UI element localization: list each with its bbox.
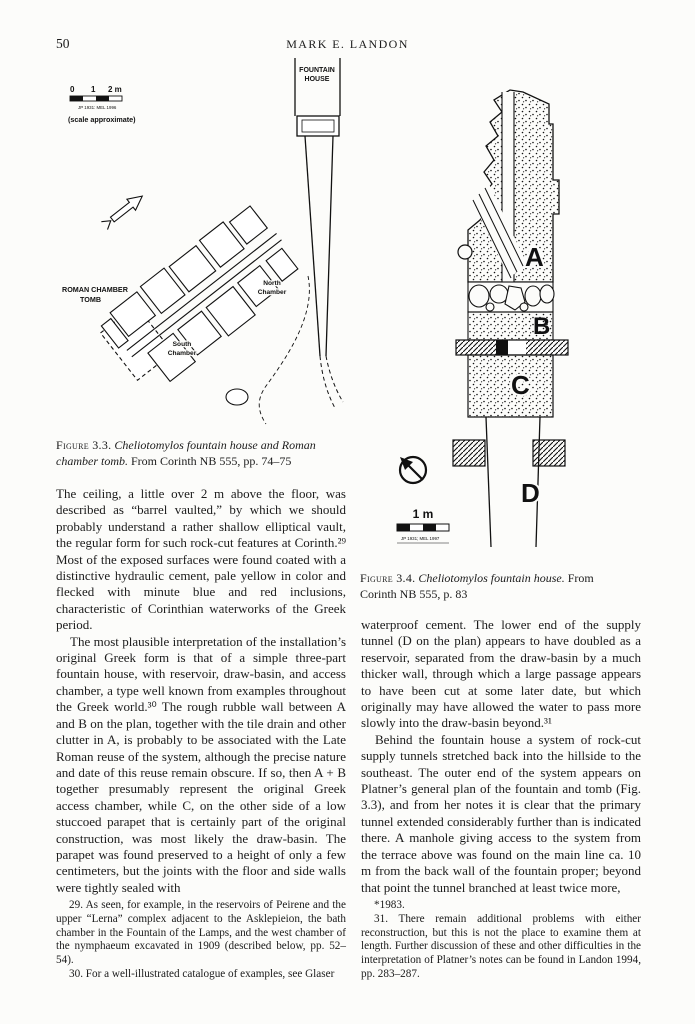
paragraph: waterproof cement. The lower end of the supply tunnel (D on the plan) appears to have doubled as a reservoir, separated from the draw-basin by a much thicker wall, through which a large passage appears to have been cut at some later date, but which originally may have allowed the water to pass more slowly into the draw-basin beyond.³¹ [361, 617, 641, 731]
parapet-band [456, 340, 568, 355]
scale-tick-2: 2 m [108, 85, 122, 94]
figure-3-4-section [353, 82, 645, 560]
hatched-block-right [533, 440, 565, 466]
caption-source: From Corinth NB 555, p. 83 [360, 571, 594, 601]
section-b-strip [468, 312, 553, 340]
roman-chamber-tomb-label: ROMAN CHAMBER [62, 285, 128, 294]
footnotes-right [361, 899, 641, 982]
label-c: C [511, 370, 530, 400]
running-head: MARK E. LANDON [286, 37, 409, 51]
figure-3-3-caption [56, 437, 348, 469]
page-number: 50 [56, 36, 70, 51]
footnote: 29. As seen, for example, in the reservoirs of Peirene and the upper “Lerna” complex adjacent to the Asklepieion, the bath chamber in the Fountain of the Lamps, and the west chamber of the nymphaeum excavated in 1909 (described below, pp. 52–54). [56, 899, 346, 967]
paragraph: The ceiling, a little over 2 m above the floor, was described as “barrel vaulted,” by which we should probably understand a rather shallow elliptical vault, the regular form for such rock-cut features at Corinth.²⁹ Most of the exposed surfaces were found coated with a distinctive hydraulic cement, pale yellow in color and flecked with minute blue and red inclusions, characteristic of Corinthian waterworks of the Greek period. [56, 486, 346, 633]
fig34-scale-label: 1 m [412, 507, 434, 521]
label-d: D [521, 478, 540, 508]
south-chamber-label: South [172, 341, 192, 348]
section-circle-feature [458, 245, 472, 259]
footnote: 30. For a well-illustrated catalogue of examples, see Glaser [69, 967, 335, 980]
north-chamber-label-2: Chamber [257, 289, 287, 296]
fig34-credit: JP 1931; MEL 1997 [401, 536, 440, 541]
caption-title: Cheliotomylos fountain house and Roman chamber tomb. [56, 438, 316, 468]
caption-label: Figure 3.4. [360, 571, 416, 585]
rubble-wall [468, 282, 554, 312]
figure-3-4-caption [360, 570, 614, 602]
tomb-chambers [93, 200, 308, 396]
paragraph: Behind the fountain house a system of rock-cut supply tunnels stretched back into the hillside to the southeast. The outer end of the system appears on Platner’s general plan of the fountain and tomb (Fig. 3.3), and from her notes it is clear that the primary tunnel extended considerably further than is indicated there. A manhole giving access to the system from the terrace above was found on the main line ca. 10 m from the back wall of the fountain proper; beyond that point the tunnel branched at least twice more, [361, 731, 641, 895]
footnotes-left [56, 899, 346, 982]
north-arrow-icon [100, 191, 146, 232]
figure-3-3-plan [50, 56, 350, 430]
fountain-house-label-2: HOUSE [304, 76, 330, 83]
footnote: 31. There remain additional problems with either reconstruction, but this is not the place to examine them at length. Further discussion of these and other difficulties in the interpretation of Platner’s notes can be found in Landon 1994, pp. 283–287. [361, 912, 641, 980]
label-a: A [525, 242, 544, 272]
scale-tick-0: 0 [70, 85, 75, 94]
corridor-wall-left [486, 417, 491, 547]
fig33-credit: JP 1931: MEL 1996 [78, 105, 117, 110]
left-column [56, 486, 346, 896]
caption-source: From Corinth NB 555, pp. 74–75 [131, 454, 292, 468]
fountain-house-shaft [259, 58, 343, 424]
fountain-house-label: FOUNTAIN [299, 67, 335, 74]
fig34-scale-bar [397, 507, 449, 543]
caption-title: Cheliotomylos fountain house. [418, 571, 565, 585]
scale-note: (scale approximate) [68, 115, 136, 124]
roman-chamber-tomb-label-2: TOMB [80, 295, 102, 304]
plan-circle-feature [226, 389, 248, 405]
north-chamber-label: North [263, 280, 281, 287]
fig33-scale-bar [68, 85, 136, 124]
caption-label: Figure 3.3. [56, 438, 112, 452]
hatched-block-left [453, 440, 485, 466]
north-arrow-icon [400, 457, 426, 483]
paragraph: The most plausible interpretation of the installation’s original Greek form is that of a simple three-part fountain house, with reservoir, draw-basin, and access chamber, a type well known from examples throughout the Greek world.³⁰ The rough rubble wall between A and B on the plan, together with the tile drain and other clutter in A, is probably to be associated with the Late Roman reuse of the system, although the precise nature and date of this reuse remain obscure. If so, then A + B together presumably represent the original Greek access chamber, while C, on the other side of a low stuccoed parapet that is certainly part of the original construction, was most likely the draw-basin. The parapet was found preserved to a height of only a few centimeters, but the joints with the floor and side walls were tightly sealed with [56, 633, 346, 895]
footnote: *1983. [374, 899, 405, 911]
right-column [361, 617, 641, 896]
scale-tick-1: 1 [91, 85, 96, 94]
south-chamber-label-2: Chamber [167, 350, 197, 357]
